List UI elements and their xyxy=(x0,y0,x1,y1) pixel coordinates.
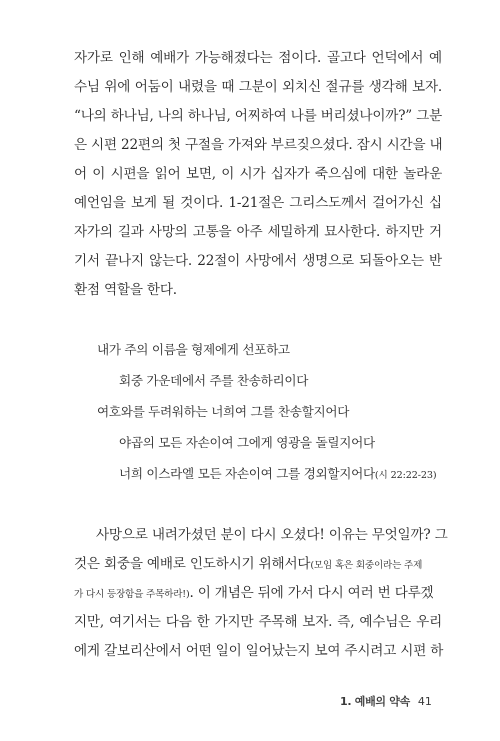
chapter-title: 1. 예배의 약속 xyxy=(340,695,410,708)
paragraph-line: 자가로 인해 예배가 가능해졌다는 점이다. 골고다 언덕에서 예 xyxy=(74,50,442,66)
paragraph-line: 예언임을 보게 될 것이다. 1-21절은 그리스도께서 걸어가신 십 xyxy=(74,195,442,211)
paragraph-line: 은 시편 22편의 첫 구절을 가져와 부르짖으셨다. 잠시 시간을 내 xyxy=(74,137,443,153)
editorial-note: (모임 혹은 회중이라는 주제 xyxy=(310,560,423,571)
paragraph-line: “나의 하나님, 나의 하나님, 어찌하여 나를 버리셨나이까?” 그분 xyxy=(74,108,443,124)
paragraph-line: 기서 끝나지 않는다. 22절이 사망에서 생명으로 되돌아오는 반 xyxy=(74,253,442,269)
quote-line-text: 너희 이스라엘 모든 자손이여 그를 경외할지어다 xyxy=(119,466,375,481)
paragraph-text: . 이 개념은 뒤에 가서 다시 여러 번 다루겠 xyxy=(189,585,434,601)
quote-line: 내가 주의 이름을 형제에게 선포하고 xyxy=(97,342,290,357)
quote-line: 야곱의 모든 자손이여 그에게 영광을 돌릴지어다 xyxy=(119,435,375,450)
paragraph-line: 수님 위에 어둠이 내렸을 때 그분이 외치신 절규를 생각해 보자. xyxy=(74,79,442,95)
paragraph-line: 환점 역할을 한다. xyxy=(74,282,177,298)
quote-line: 회중 가운데에서 주를 찬송하리이다 xyxy=(119,373,309,388)
paragraph-line: 에게 갈보리산에서 어떤 일이 일어났는지 보여 주시려고 시편 하 xyxy=(74,643,444,659)
page-number: 41 xyxy=(417,695,432,708)
page-footer xyxy=(340,692,436,712)
paragraph-text: 것은 회중을 예배로 인도하시기 위해서다 xyxy=(74,556,311,572)
quote-line-last xyxy=(119,465,437,485)
scripture-reference: (시 22:22-23) xyxy=(374,470,437,481)
paragraph-line xyxy=(74,554,442,576)
editorial-note: 가 다시 등장함을 주목하라!) xyxy=(74,589,190,600)
paragraph-line: 어 이 시편을 읽어 보면, 이 시가 십자가 죽으심에 대한 놀라운 xyxy=(74,166,442,182)
paragraph-line: 자가의 길과 사망의 고통을 아주 세밀하게 묘사한다. 하지만 거 xyxy=(74,224,442,240)
paragraph-line: 사망으로 내려가셨던 분이 다시 오셨다! 이유는 무엇일까? 그 xyxy=(96,527,448,543)
paragraph-line: 지만, 여기서는 다음 한 가지만 주목해 보자. 즉, 예수님은 우리 xyxy=(74,614,442,630)
paragraph-line xyxy=(74,583,442,605)
quote-line: 여호와를 두려워하는 너희여 그를 찬송할지어다 xyxy=(97,404,350,419)
